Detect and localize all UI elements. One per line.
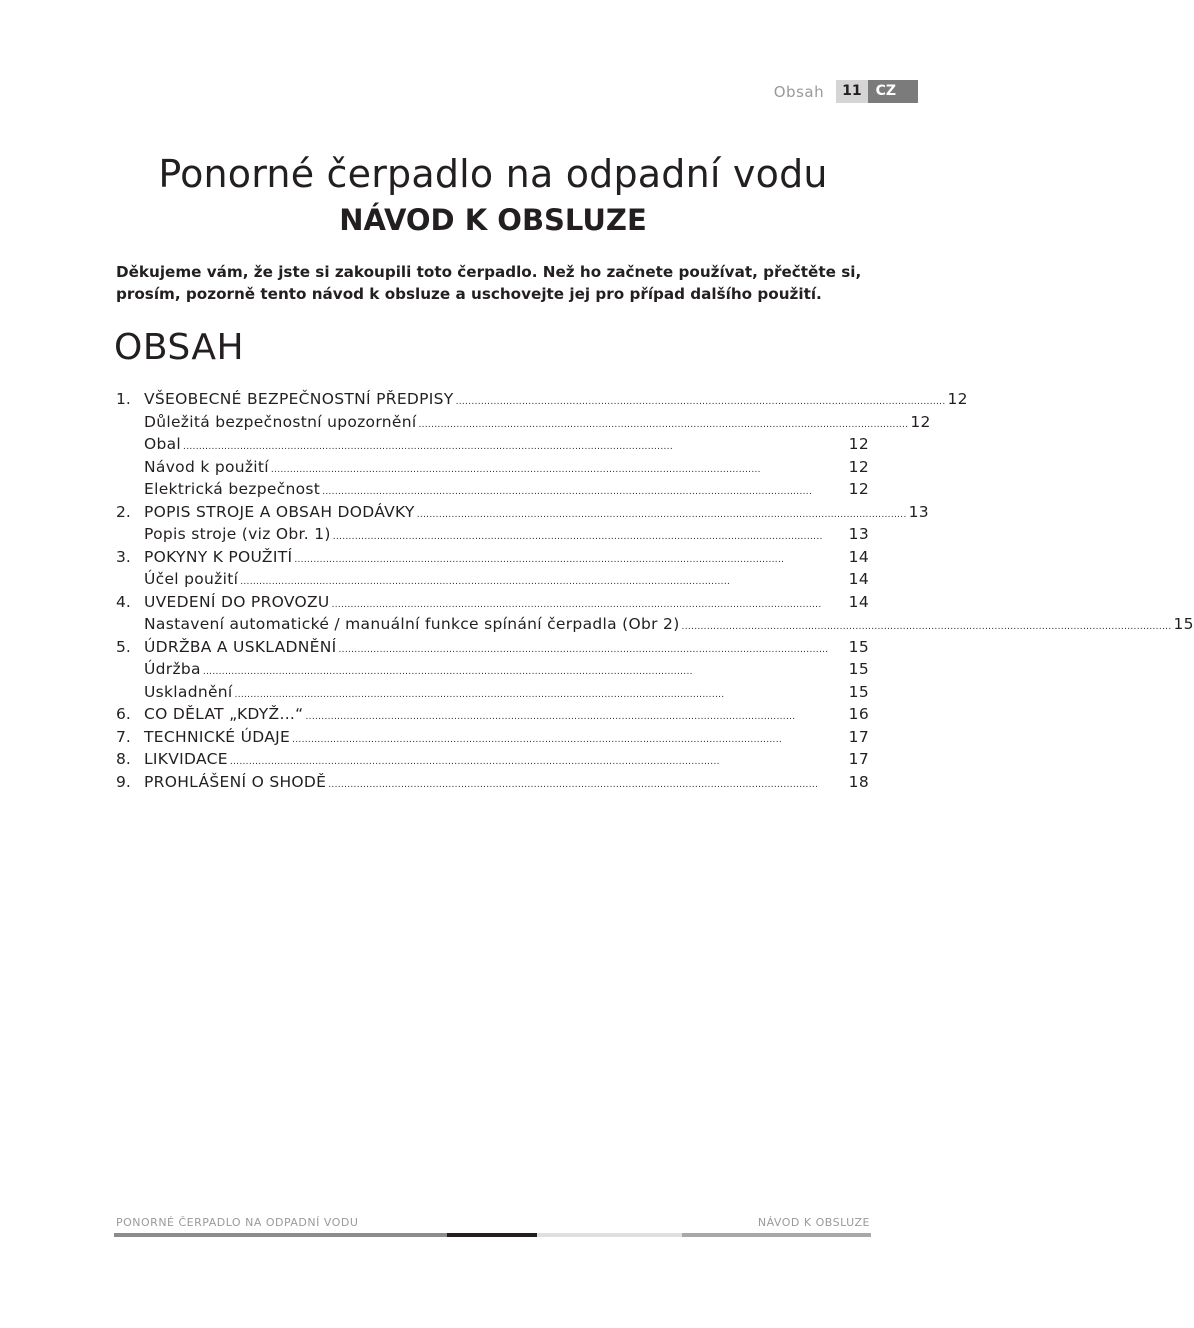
toc-entry-number: 2.	[116, 502, 131, 521]
toc-entry-page: 18	[848, 772, 869, 791]
toc-entry-page: 13	[848, 525, 869, 543]
toc-dot-leader: ...........................................................................................................................................................	[202, 667, 693, 677]
toc-dot-leader: ...........................................................................................................................................................	[328, 779, 819, 790]
toc-entry-number: 8.	[116, 750, 131, 768]
footer-bar-segment	[537, 1233, 682, 1237]
footer-divider-bar	[114, 1233, 871, 1237]
toc-entry-label: Účel použití	[144, 570, 239, 588]
toc-entry-label: LIKVIDACE	[144, 750, 228, 768]
toc-dot-leader: ...........................................................................................................................................................	[332, 532, 823, 542]
toc-subentry[interactable]	[116, 456, 869, 479]
toc-subentry[interactable]	[116, 658, 869, 681]
toc-dot-leader: ...........................................................................................................................................................	[234, 689, 725, 700]
header-language-badge: CZ	[868, 80, 918, 103]
toc-entry-label: Uskladnění	[144, 682, 233, 701]
toc-entry-label: Údržba	[144, 660, 201, 678]
toc-subentry[interactable]	[116, 681, 869, 704]
footer-manual-title: NÁVOD K OBSLUZE	[757, 1216, 870, 1229]
toc-entry-label: Důležitá bezpečnostní upozornění	[144, 412, 417, 431]
toc-entry[interactable]	[116, 546, 869, 569]
toc-dot-leader: ...........................................................................................................................................................	[455, 397, 946, 407]
toc-entry-label: TECHNICKÉ ÚDAJE	[144, 727, 291, 746]
toc-entry-page: 12	[848, 480, 869, 498]
toc-subentry[interactable]	[116, 523, 869, 546]
toc-entry-label: POKYNY K POUŽITÍ	[144, 547, 293, 566]
toc-entry-page: 14	[848, 570, 869, 588]
toc-entry-page: 15	[1173, 615, 1194, 633]
toc-entry-label: VŠEOBECNÉ BEZPEČNOSTNÍ PŘEDPISY	[144, 390, 454, 408]
toc-dot-leader: ...........................................................................................................................................................	[229, 757, 720, 767]
toc-subentry[interactable]	[116, 613, 1194, 636]
header-section-label: Obsah	[773, 82, 825, 101]
toc-entry[interactable]	[116, 771, 869, 794]
toc-dot-leader: ...........................................................................................................................................................	[322, 487, 813, 497]
toc-dot-leader: ...........................................................................................................................................................	[331, 599, 822, 610]
toc-entry-label: ÚDRŽBA A USKLADNĚNÍ	[144, 637, 337, 656]
footer-bar-segment	[114, 1233, 447, 1237]
toc-entry-page: 15	[848, 637, 869, 656]
toc-dot-leader: ...........................................................................................................................................................	[416, 509, 907, 520]
page-title: Ponorné čerpadlo na odpadní vodu	[158, 152, 828, 196]
footer-bar-segment	[447, 1233, 537, 1237]
intro-paragraph: Děkujeme vám, že jste si zakoupili toto čerpadlo. Než ho začnete používat, přečtěte si, prosím, pozorně tento návod k obsluze a uschovejte jej pro případ dalšího použití.	[116, 263, 862, 303]
footer-bar-segment	[682, 1233, 871, 1237]
toc-entry-label: Popis stroje (viz Obr. 1)	[144, 525, 331, 543]
toc-entry-label: Návod k použití	[144, 457, 269, 476]
toc-dot-leader: ...........................................................................................................................................................	[305, 712, 796, 722]
toc-subentry[interactable]	[116, 568, 869, 591]
toc-entry-label: POPIS STROJE A OBSAH DODÁVKY	[144, 502, 415, 521]
toc-entry-label: Nastavení automatické / manuální funkce spínání čerpadla (Obr 2)	[144, 615, 680, 633]
toc-entry[interactable]	[116, 726, 869, 749]
toc-entry-page: 14	[848, 592, 869, 611]
toc-entry-page: 12	[848, 457, 869, 476]
toc-entry-page: 15	[848, 660, 869, 678]
toc-entry[interactable]	[116, 703, 869, 726]
toc-entry-number: 3.	[116, 547, 131, 566]
toc-entry-page: 17	[848, 750, 869, 768]
toc-dot-leader: ...........................................................................................................................................................	[292, 734, 783, 745]
toc-dot-leader: ...........................................................................................................................................................	[270, 464, 761, 475]
toc-entry-page: 16	[848, 705, 869, 723]
toc-entry-label: PROHLÁŠENÍ O SHODĚ	[144, 772, 327, 791]
toc-entry-page: 13	[908, 502, 929, 521]
toc-entry[interactable]	[116, 748, 869, 771]
toc-dot-leader: ...........................................................................................................................................................	[338, 644, 829, 655]
toc-entry-number: 4.	[116, 592, 131, 611]
table-of-contents	[116, 388, 1194, 793]
toc-dot-leader: ...........................................................................................................................................................	[681, 622, 1172, 632]
toc-entry[interactable]	[116, 591, 869, 614]
toc-entry-page: 12	[848, 435, 869, 453]
toc-entry-page: 12	[947, 390, 968, 408]
toc-entry-number: 7.	[116, 727, 131, 746]
toc-entry-page: 12	[910, 412, 931, 431]
toc-entry[interactable]	[116, 501, 929, 524]
header-page-number: 11	[836, 80, 867, 103]
toc-entry-label: CO DĚLAT „KDYŽ...“	[144, 705, 304, 723]
toc-entry-number: 5.	[116, 637, 131, 656]
toc-heading: OBSAH	[114, 327, 245, 368]
toc-subentry[interactable]	[116, 478, 869, 501]
toc-entry-page: 17	[848, 727, 869, 746]
toc-dot-leader: ...........................................................................................................................................................	[240, 577, 731, 587]
toc-entry-label: Obal	[144, 435, 182, 453]
toc-dot-leader: ...........................................................................................................................................................	[183, 442, 673, 452]
toc-entry-number: 1.	[116, 390, 131, 408]
footer-product-name: PONORNÉ ČERPADLO NA ODPADNÍ VODU	[116, 1216, 359, 1229]
toc-entry-page: 14	[848, 547, 869, 566]
toc-entry-number: 9.	[116, 772, 131, 791]
toc-entry-page: 15	[848, 682, 869, 701]
toc-dot-leader: ...........................................................................................................................................................	[294, 554, 785, 565]
toc-entry-label: UVEDENÍ DO PROVOZU	[144, 592, 330, 611]
toc-dot-leader: ...........................................................................................................................................................	[418, 419, 909, 430]
page-subtitle: NÁVOD K OBSLUZE	[339, 203, 647, 237]
toc-subentry[interactable]	[116, 411, 931, 434]
page-header-tab	[774, 80, 918, 103]
toc-entry[interactable]	[116, 388, 968, 411]
toc-subentry[interactable]	[116, 433, 869, 456]
toc-entry[interactable]	[116, 636, 869, 659]
toc-entry-number: 6.	[116, 705, 131, 723]
toc-entry-label: Elektrická bezpečnost	[144, 480, 321, 498]
